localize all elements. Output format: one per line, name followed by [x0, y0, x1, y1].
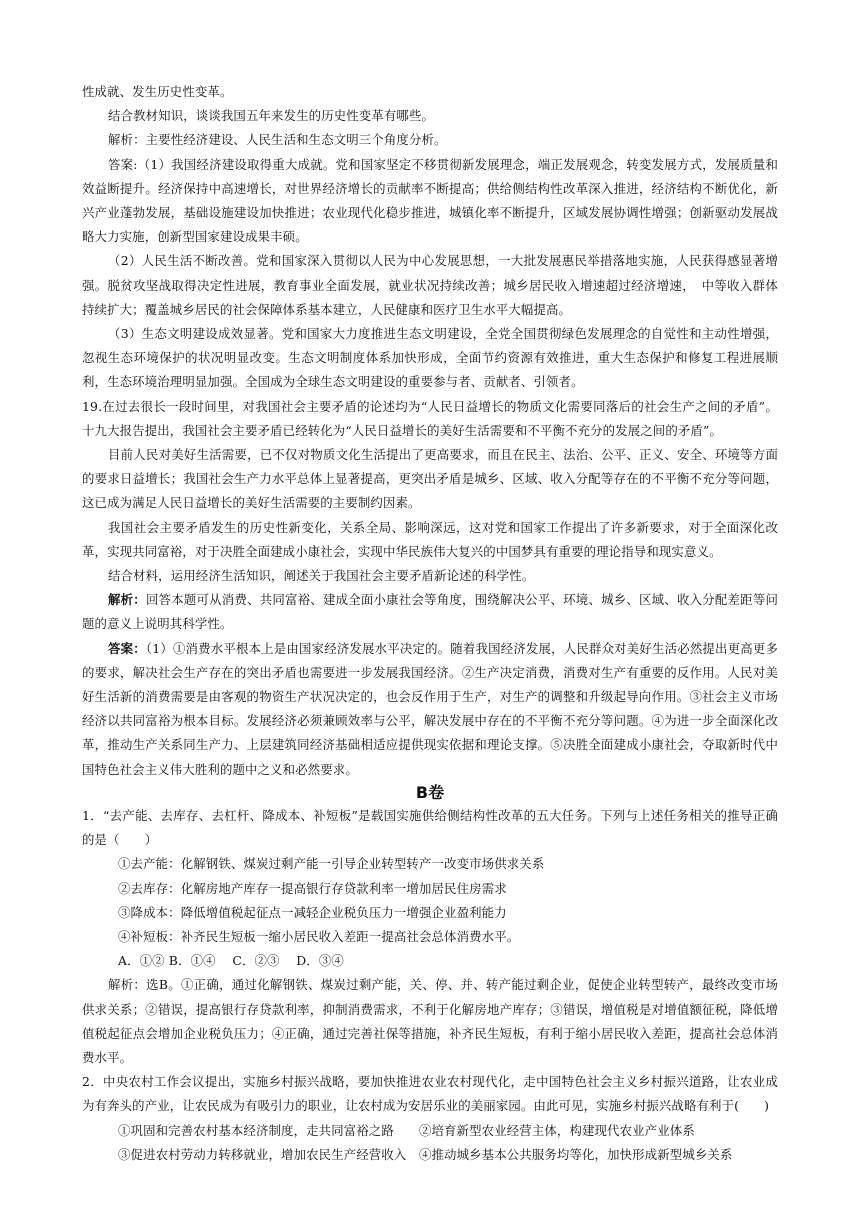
- option-line: ③促进农村劳动力转移就业，增加农民生产经营收入 ④推动城乡基本公共服务均等化，加快形成新型城乡关系: [118, 1146, 733, 1162]
- option-line: ①巩固和完善农村基本经济制度，走共同富裕之路 ②培育新型农业经营主体，构建现代农业产业体系: [118, 1122, 695, 1138]
- question-prompt: 结合材料，运用经济生活知识，阐述关于我国社会主要矛盾新论述的科学性。: [108, 568, 535, 584]
- analysis-label: 解析：: [108, 592, 146, 608]
- analysis-text: 解析：选B。①正确，通过化解钢铁、煤炭过剩产能，关、停、并、转产能过剩企业，促使企业转型转产，最终改变市场供求关系；②错误，提高银行存贷款利率，抑制消费需求，不利于化解房地产库存；③错误，增值税是对增值额征税，降低增值税起征点会增加企业税负压力；④正确，通过完善社保等措施，补齐民生短板，有利于缩小居民收入差距，提高社会总体消费水平。: [82, 977, 778, 1065]
- answer-text: 答案:（1）我国经济建设取得重大成就。党和国家坚定不移贯彻新发展理念，端正发展观念，转变发展方式，发展质量和效益断提升。经济保持中高速增长，对世界经济增长的贡献率不断提高；供给侧结构性改革深入推进，经济结构不断优化，新兴产业蓬勃发展，基础设施建设加快推进；农业现代化稳步推进，城镇化率不断提升，区域发展协调性增强；创新驱动发展战略大力实施，创新型国家建设成果丰硕。: [82, 156, 778, 245]
- analysis-text: [82, 588, 778, 636]
- question-prompt: 结合教材知识，谈谈我国五年来发生的历史性变革有哪些。: [108, 108, 435, 124]
- section-heading: B卷: [415, 782, 445, 802]
- option-item: ②去库存：化解房地产库存一提高银行存贷款利率一增加居民住房需求: [118, 880, 507, 896]
- paragraph: 性成就、发生历史性变革。: [82, 84, 233, 99]
- answer-body: （1）①消费水平根本上是由国家经济发展水平决定的。随着我国经济发展，人民群众对美好生活必然提出更高更多的要求，解决社会生产存在的突出矛盾也需要进一步发展我国经济。②生产决定消费，消费对生产有重要的反作用。人民对美好生活新的消费需要是由客观的物资生产状况决定的，也会反作用于生产，对生产的调整和升级起导向作用。③社会主义市场经济以共同富裕为根本目标。发展经济必须兼顾效率与公平，解决发展中存在的不平衡不充分等问题。④为进一步全面深化改革，推动生产关系同生产力、上层建筑同经济基础相适应提供现实依据和理论支撑。⑤决胜全面建成小康社会，夺取新时代中国特色社会主义伟大胜利的题中之义和必然要求。: [82, 640, 778, 777]
- question-1: 1．“去产能、去库存、去杠杆、降成本、补短板”是载国实施供给侧结构性改革的五大任务。下列与上述任务相关的推导正确的是（ ）: [82, 807, 778, 848]
- answer-label: 答案：: [108, 640, 146, 656]
- option-item: ④补短板：补齐民生短板一缩小居民收入差距一提高社会总体消费水平。: [118, 928, 520, 944]
- question-2: 2．中央农村工作会议提出，实施乡村振兴战略，要加快推进农业农村现代化，走中国特色社会主义乡村振兴道路，让农业成为有奔头的产业，让农民成为有吸引力的职业，让农村成为安居乐业的美丽家园。由此可见，实施乡村振兴战略有利于( ): [82, 1074, 778, 1114]
- answer-text: （2）人民生活不断改善。党和国家深入贯彻以人民为中心发展思想，一大批发展惠民举措落地实施，人民获得感显著增强。脱贫攻坚战取得决定性进展，教育事业全面发展，就业状况持续改善；城乡居民收入增速超过经济增速， 中等收入群体持续扩大；覆盖城乡居民的社会保障体系基本建立，人民健康和医疗卫生水平大幅提高。: [82, 253, 778, 317]
- question-material: 目前人民对美好生活需要，已不仅对物质文化生活提出了更高要求，而且在民主、法治、公平、正义、安全、环境等方面的要求日益增长；我国社会生产力水平总体上显著提高，更突出矛盾是城乡、区域、收入分配等存在的不平衡不充分等问题，这已成为满足人民日益增长的美好生活需要的主要制约因素。: [82, 447, 778, 511]
- option-item: ③降成本：降低增值税起征点一减轻企业税负压力一增强企业盈利能力: [118, 904, 507, 920]
- answer-text: [82, 637, 778, 782]
- analysis-body: 回答本题可从消费、共同富裕、建成全面小康社会等角度，围绕解决公平、环境、城乡、区域、收入分配差距等问题的意义上说明其科学性。: [82, 592, 779, 632]
- document-page: [82, 80, 778, 1167]
- question-material: 我国社会主要矛盾发生的历史性新变化，关系全局、影响深远，这对党和国家工作提出了许多新要求，对于全面深化改革，实现共同富裕，对于决胜全面建成小康社会，实现中华民族伟大复兴的中国梦具有重要的理论指导和现实意义。: [82, 519, 778, 559]
- question-19: 19.在过去很长一段时间里，对我国社会主要矛盾的论述均为“人民日益增长的物质文化需要同落后的社会生产之间的矛盾”。十九大报告提出，我国社会主要矛盾已经转化为“人民日益增长的美好生活需要和不平衡不充分的发展之间的矛盾”。: [82, 398, 778, 438]
- option-item: ①去产能：化解钢铁、煤炭过剩产能一引导企业转型转产一改变市场供求关系: [118, 856, 545, 872]
- analysis-text: 解析：主要性经济建设、人民生活和生态文明三个角度分析。: [108, 132, 447, 148]
- answer-text: （3）生态文明建设成效显著。党和国家大力度推进生态文明建设，全党全国贯彻绿色发展理念的自觉性和主动性增强，忽视生态环境保护的状况明显改变。生态文明制度体系加快形成，全面节约资源有效推进，重大生态保护和修复工程进展顺利，生态环境治理明显加强。全国成为全球生态文明建设的重要参与者、贡献者、引领者。: [82, 326, 778, 390]
- answer-choices: A．①② B．①④ C．②③ D．③④: [118, 953, 344, 969]
